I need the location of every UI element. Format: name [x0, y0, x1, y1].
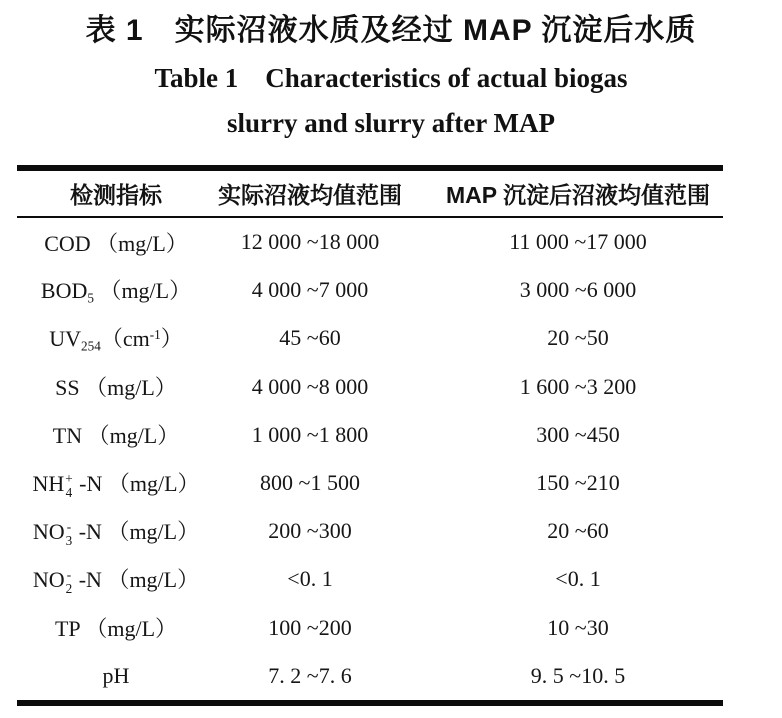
table-row — [17, 604, 723, 652]
indicator-cell: $BOD_5$ （mg/L） — [40, 277, 192, 306]
indicator-cell: pH — [102, 662, 130, 688]
after-map-range-cell: <0. 1 — [555, 566, 601, 592]
indicator-cell: NO - 3 -N （mg/L） — [32, 518, 200, 548]
after-map-range-cell: 10 ~30 — [547, 614, 609, 640]
indicator-cell: SS （mg/L） — [55, 375, 177, 401]
subscript: 254 — [81, 338, 101, 354]
supscript: -1 — [149, 326, 161, 342]
actual-range-cell: 7. 2 ~7. 6 — [268, 662, 352, 688]
after-map-range-cell: 150 ~210 — [536, 470, 620, 496]
table-row — [17, 266, 723, 314]
column-header-indicator: 检测指标 — [70, 182, 162, 208]
paper-page — [0, 12, 782, 718]
table-row — [17, 218, 723, 266]
stacked-subsup: - 2 — [65, 567, 73, 596]
actual-range-cell: 800 ~1 500 — [260, 470, 360, 496]
table-row — [17, 652, 723, 700]
after-map-range-cell: 9. 5 ~10. 5 — [530, 662, 626, 688]
table-title-en-line1: Table 1 Characteristics of actual biogas — [154, 62, 628, 93]
actual-range-cell: 1 000 ~1 800 — [251, 421, 369, 447]
after-map-range-cell: 1 600 ~3 200 — [519, 373, 637, 399]
table-row — [17, 555, 723, 603]
indicator-cell: NH + 4 -N （mg/L） — [32, 470, 200, 500]
subscript: 5 — [87, 290, 94, 306]
table-row — [17, 411, 723, 459]
actual-range-cell: 45 ~60 — [279, 325, 341, 351]
data-table — [17, 165, 723, 706]
stacked-subsup: + 4 — [65, 470, 73, 500]
indicator-cell: TP （mg/L） — [54, 616, 178, 642]
table-title-en-line2: slurry and slurry after MAP — [227, 108, 555, 139]
actual-range-cell: 12 000 ~18 000 — [240, 229, 380, 255]
table-bottom-rule — [17, 700, 723, 706]
after-map-range-cell: 20 ~60 — [547, 518, 609, 544]
actual-range-cell: <0. 1 — [287, 566, 333, 592]
table-row — [17, 507, 723, 555]
after-map-range-cell: 300 ~450 — [536, 421, 620, 447]
after-map-range-cell: 20 ~50 — [547, 325, 609, 351]
stacked-subsup: - 3 — [65, 518, 73, 548]
actual-range-cell: 4 000 ~8 000 — [251, 373, 369, 399]
after-map-range-cell: 3 000 ~6 000 — [519, 277, 637, 303]
after-map-range-cell: 11 000 ~17 000 — [509, 229, 647, 255]
actual-range-cell: 200 ~300 — [268, 518, 352, 544]
table-row — [17, 459, 723, 507]
table-row — [17, 314, 723, 362]
table-header-row — [17, 171, 723, 216]
indicator-cell: COD （mg/L） — [44, 230, 188, 256]
column-header-actual-range: 实际沼液均值范围 — [218, 182, 402, 208]
table-title-zh: 表 1 实际沼液水质及经过 MAP 沉淀后水质 — [85, 14, 697, 47]
table-body — [17, 218, 723, 700]
column-header-after-map-range: MAP 沉淀后沼液均值范围 — [445, 182, 711, 208]
actual-range-cell: 100 ~200 — [268, 614, 352, 640]
table-row — [17, 363, 723, 411]
actual-range-cell: 4 000 ~7 000 — [251, 277, 369, 303]
indicator-cell: $UV_{254}(cm^{-1})$ — [49, 326, 183, 354]
indicator-cell: NO - 2 -N （mg/L） — [32, 567, 200, 596]
indicator-cell: TN （mg/L） — [52, 423, 180, 449]
